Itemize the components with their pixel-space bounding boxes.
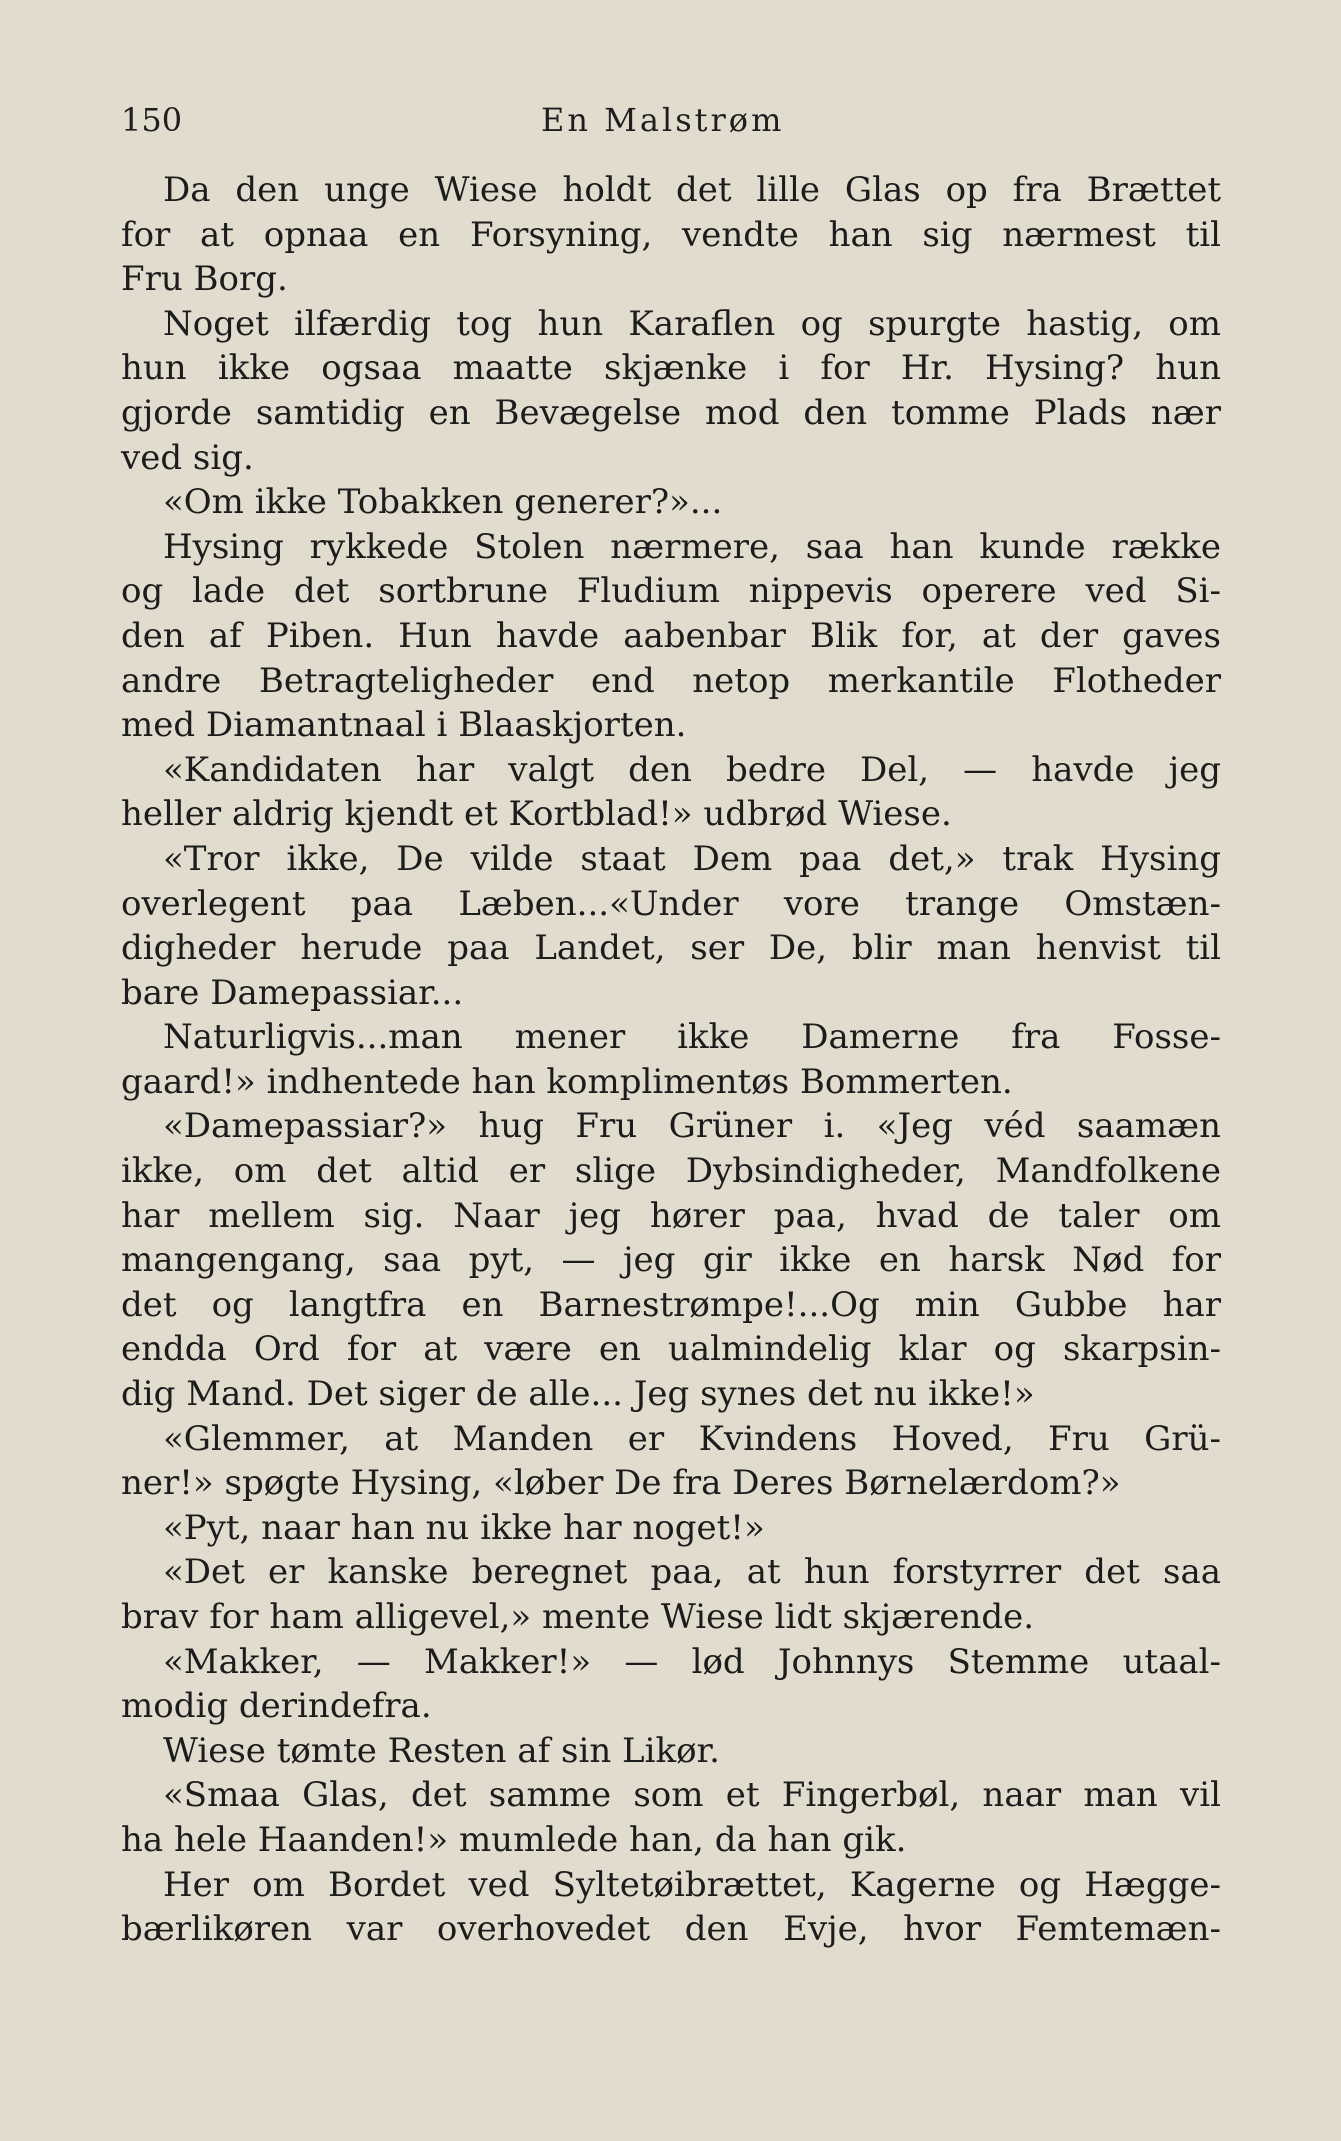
text-line: «Det er kanske beregnet paa, at hun forstyrrer det saa (163, 1552, 1221, 1593)
text-line: ikke, om det altid er slige Dybsindigheder, Mandfolkene (121, 1151, 1221, 1192)
text-line: «Makker, — Makker!» — lød Johnnys Stemme utaal- (163, 1641, 1221, 1682)
text-line: Her om Bordet ved Syltetøibrættet, Kagerne og Hægge- (163, 1864, 1221, 1905)
text-line: Fru Borg. (121, 259, 288, 300)
text-line: bærlikøren var overhovedet den Evje, hvor Femtemæn- (121, 1909, 1221, 1950)
text-line: Naturligvis...man mener ikke Damerne fra Fosse- (163, 1017, 1221, 1058)
text-line: gjorde samtidig en Bevægelse mod den tomme Plads nær (121, 392, 1221, 433)
text-line: ved sig. (121, 437, 254, 478)
text-line: «Om ikke Tobakken generer?»... (163, 482, 723, 523)
text-line: det og langtfra en Barnestrømpe!...Og min Gubbe har (121, 1284, 1221, 1325)
body-text (121, 168, 1221, 1952)
text-line: overlegent paa Læben...«Under vore trange Omstæn- (121, 883, 1221, 924)
text-line: «Smaa Glas, det samme som et Fingerbøl, naar man vil (163, 1775, 1221, 1816)
text-line: med Diamantnaal i Blaaskjorten. (121, 705, 687, 746)
page-header (121, 95, 1221, 145)
text-line: gaard!» indhentede han komplimentøs Bommerten. (121, 1061, 1013, 1102)
text-line: endda Ord for at være en ualmindelig klar og skarpsin- (121, 1329, 1221, 1370)
text-line: dig Mand. Det siger de alle... Jeg synes det nu ikke!» (121, 1374, 1035, 1415)
text-line: mangengang, saa pyt, — jeg gir ikke en harsk Nød for (121, 1240, 1221, 1281)
text-line: «Glemmer, at Manden er Kvindens Hoved, Fru Grü- (163, 1418, 1221, 1459)
text-line: Wiese tømte Resten af sin Likør. (163, 1730, 720, 1771)
text-line: og lade det sortbrune Fludium nippevis operere ved Si- (121, 571, 1221, 612)
text-line: for at opnaa en Forsyning, vendte han sig nærmest til (121, 214, 1221, 255)
text-line: modig derindefra. (121, 1686, 432, 1727)
running-title: En Malstrøm (541, 101, 785, 139)
text-line: ner!» spøgte Hysing, «løber De fra Deres Børnelærdom?» (121, 1463, 1121, 1504)
text-line: digheder herude paa Landet, ser De, blir man henvist til (121, 928, 1221, 969)
page-number: 150 (121, 101, 183, 139)
text-line: «Tror ikke, De vilde staat Dem paa det,» trak Hysing (163, 838, 1221, 879)
text-line: ha hele Haanden!» mumlede han, da han gik. (121, 1819, 907, 1860)
text-line: heller aldrig kjendt et Kortblad!» udbrød Wiese. (121, 794, 952, 835)
text-line: hun ikke ogsaa maatte skjænke i for Hr. Hysing? hun (121, 348, 1221, 389)
text-line: den af Piben. Hun havde aabenbar Blik for, at der gaves (121, 615, 1221, 656)
text-line: «Kandidaten har valgt den bedre Del, — havde jeg (163, 749, 1221, 790)
text-line: Hysing rykkede Stolen nærmere, saa han kunde række (163, 526, 1221, 567)
text-line: bare Damepassiar... (121, 972, 464, 1013)
text-line: Noget ilfærdig tog hun Karaflen og spurgte hastig, om (163, 303, 1221, 344)
text-line: «Pyt, naar han nu ikke har noget!» (163, 1507, 765, 1548)
text-line: brav for ham alligevel,» mente Wiese lidt skjærende. (121, 1597, 1035, 1637)
text-line: «Damepassiar?» hug Fru Grüner i. «Jeg véd saamæn (163, 1106, 1221, 1147)
text-line: Da den unge Wiese holdt det lille Glas op fra Brættet (163, 170, 1221, 210)
text-line: andre Betragteligheder end netop merkantile Flotheder (121, 660, 1221, 701)
text-line: har mellem sig. Naar jeg hører paa, hvad de taler om (121, 1195, 1221, 1236)
